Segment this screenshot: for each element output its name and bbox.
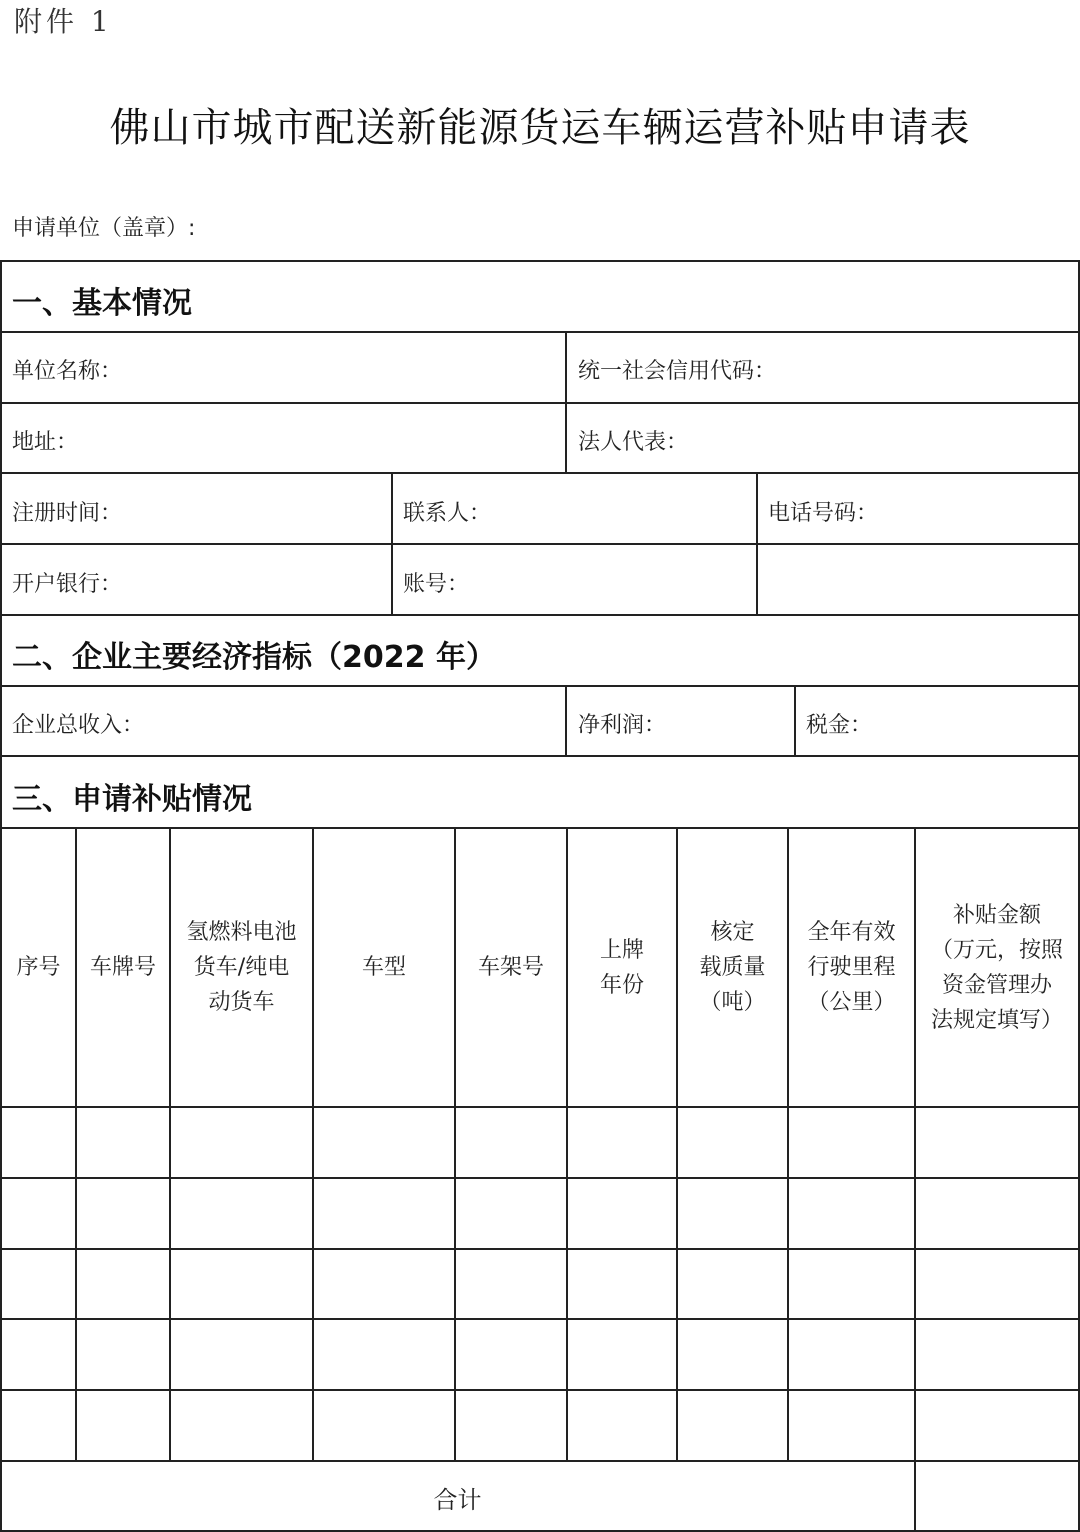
table-line xyxy=(0,1389,1080,1391)
section-economic-indicators-heading: 二、企业主要经济指标（2022 年） xyxy=(12,640,496,675)
phone-field[interactable]: 电话号码： xyxy=(768,501,879,526)
header-line: （万元，按照 xyxy=(930,937,1063,963)
table-line xyxy=(0,1460,1080,1462)
column-header-annual-mileage xyxy=(789,829,914,1106)
table-line xyxy=(0,543,1080,545)
column-header-rated-load xyxy=(678,829,787,1106)
column-header-serial xyxy=(2,829,75,1106)
header-line: 年份 xyxy=(599,972,644,998)
header-line: 货车/纯电 xyxy=(193,955,290,980)
table-line xyxy=(565,685,567,756)
account-field[interactable]: 账号： xyxy=(403,572,470,597)
header-line: 法规定填写） xyxy=(930,1007,1063,1033)
header-line: 全年有效 xyxy=(807,920,896,945)
header-line: 车牌号 xyxy=(89,955,156,980)
header-line: 序号 xyxy=(16,955,61,980)
attachment-label: 附件 1 xyxy=(14,5,113,38)
table-line xyxy=(794,685,796,756)
header-line: 车架号 xyxy=(477,955,544,980)
bank-field[interactable]: 开户银行： xyxy=(12,572,123,597)
unit-name-field[interactable]: 单位名称： xyxy=(12,359,123,384)
header-line: 载质量 xyxy=(699,955,766,980)
table-line xyxy=(0,331,1080,333)
table-line xyxy=(0,1318,1080,1320)
contact-field[interactable]: 联系人： xyxy=(403,501,492,526)
credit-code-field[interactable]: 统一社会信用代码： xyxy=(578,359,777,384)
header-line: 氢燃料电池 xyxy=(186,920,297,945)
column-header-vehicle-category xyxy=(171,829,312,1106)
table-line xyxy=(0,1177,1080,1179)
column-header-vin xyxy=(456,829,566,1106)
table-line xyxy=(0,260,1080,262)
column-header-subsidy-amount xyxy=(916,829,1078,1106)
table-line xyxy=(0,614,1080,616)
header-line: （公里） xyxy=(807,990,896,1015)
header-line: 上牌 xyxy=(599,937,644,963)
address-field[interactable]: 地址： xyxy=(12,430,79,455)
table-line xyxy=(0,755,1080,757)
header-line: 行驶里程 xyxy=(807,955,896,980)
net-profit-field[interactable]: 净利润： xyxy=(578,713,667,738)
applicant-label: 申请单位（盖章）: xyxy=(12,216,196,241)
revenue-field[interactable]: 企业总收入： xyxy=(12,713,145,738)
column-header-model xyxy=(314,829,454,1106)
section-subsidy-heading: 三、申请补贴情况 xyxy=(12,782,252,817)
section-basic-info-heading: 一、基本情况 xyxy=(12,286,192,321)
table-line xyxy=(0,1248,1080,1250)
tax-field[interactable]: 税金： xyxy=(806,713,873,738)
reg-time-field[interactable]: 注册时间： xyxy=(12,501,123,526)
legal-rep-field[interactable]: 法人代表： xyxy=(578,430,689,455)
header-line: 动货车 xyxy=(208,990,275,1015)
table-line xyxy=(0,402,1080,404)
header-line: 核定 xyxy=(710,920,755,945)
header-line: 车型 xyxy=(361,955,406,980)
table-line xyxy=(0,472,1080,474)
table-line xyxy=(391,472,393,615)
column-header-plate xyxy=(77,829,169,1106)
table-line xyxy=(756,472,758,615)
header-line: 资金管理办 xyxy=(941,972,1052,998)
header-line: 补贴金额 xyxy=(952,902,1041,928)
header-line: （吨） xyxy=(699,990,766,1015)
table-line xyxy=(0,1106,1080,1108)
table-line xyxy=(565,331,567,473)
table-line xyxy=(0,685,1080,687)
total-row-label: 合计 xyxy=(433,1485,482,1514)
document-title: 佛山市城市配送新能源货运车辆运营补贴申请表 xyxy=(109,105,971,151)
column-header-registration-year xyxy=(568,829,676,1106)
